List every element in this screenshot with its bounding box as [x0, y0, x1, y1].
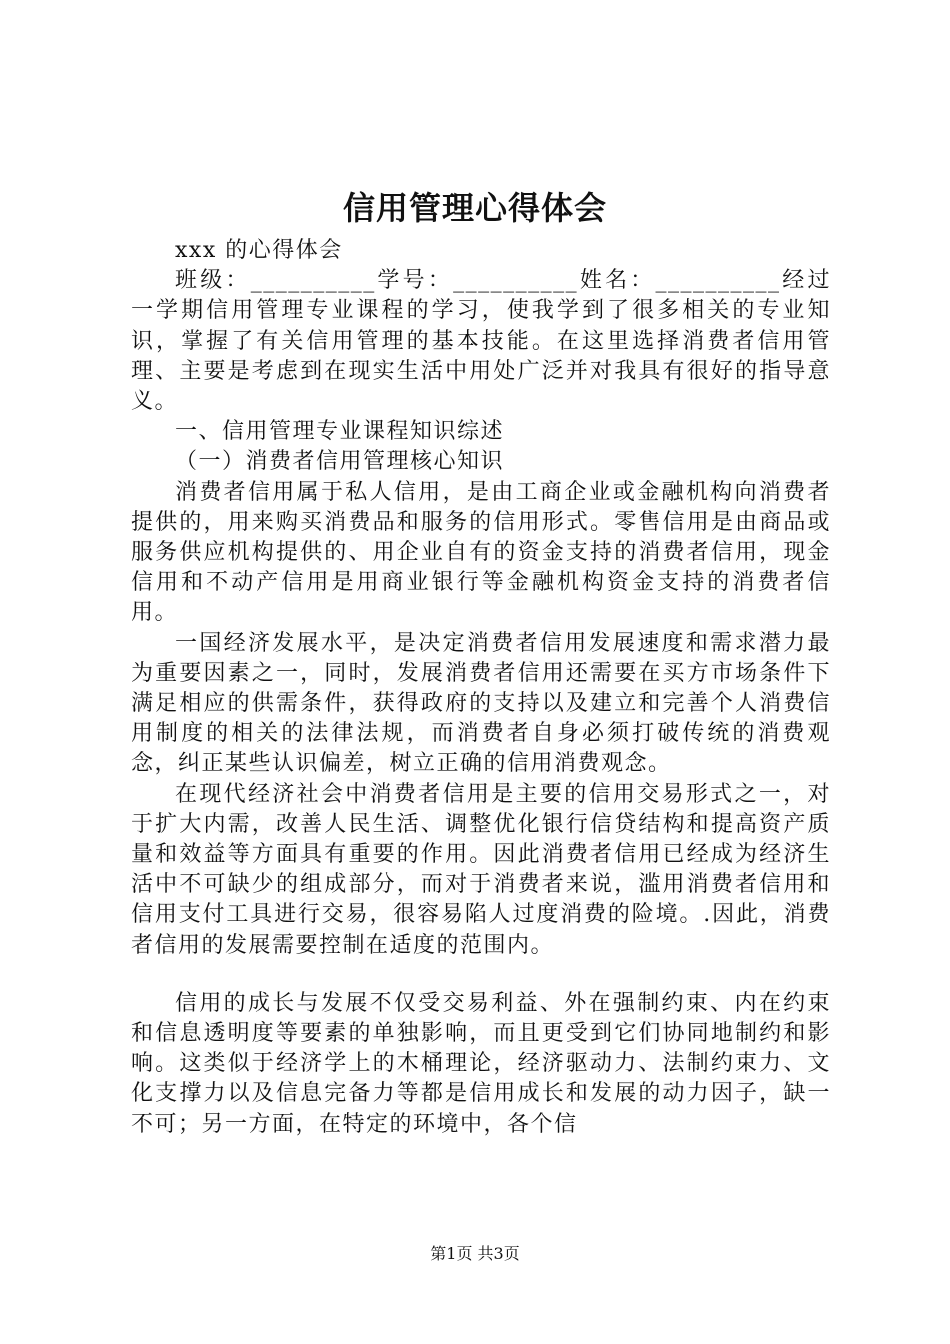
page-footer: 第1页 共3页 — [430, 1244, 520, 1263]
paragraph-modern-economy: 在现代经济社会中消费者信用是主要的信用交易形式之一，对于扩大内需，改善人民生活、调整优化银行信贷结构和提高资产质量和效益等方面具有重要的作用。因此消费者信用已经成为经济生活中不可缺少的组成部分，而对于消费者来说，滥用消费者信用和信用支付工具进行交易，很容易陷人过度消费的险境。.因此，消费者信用的发展需要控制在适度的范围内。 — [131, 781, 831, 958]
document-title: 信用管理心得体会 — [342, 189, 607, 227]
subsection-heading: （一）消费者信用管理核心知识 — [175, 449, 505, 475]
paragraph-intro: 班级：__________学号：__________姓名：__________经过一学期信用管理专业课程的学习，使我学到了很多相关的专业知识，掌握了有关信用管理的基本技能。在这里选择消费者信用管理、主要是考虑到在现实生活中用处广泛并对我具有很好的指导意义。 — [131, 268, 831, 415]
document-body — [131, 236, 831, 1140]
section-heading: 一、信用管理专业课程知识综述 — [175, 419, 505, 445]
paragraph-credit-growth: 信用的成长与发展不仅受交易利益、外在强制约束、内在约束和信息透明度等要素的单独影响，而且更受到它们协同地制约和影响。这类似于经济学上的木桶理论，经济驱动力、法制约束力、文化支撑力以及信息完备力等都是信用成长和发展的动力因子，缺一不可；另一方面，在特定的环境中，各个信 — [131, 990, 831, 1137]
paragraph-consumer-credit: 消费者信用属于私人信用，是由工商企业或金融机构向消费者提供的，用来购买消费品和服务的信用形式。零售信用是由商品或服务供应机构提供的、用企业自有的资金支持的消费者信用，现金信用和不动产信用是用商业银行等金融机构资金支持的消费者信用。 — [131, 479, 831, 626]
paragraph-subtitle: xxx 的心得体会 — [175, 238, 343, 263]
paragraph-economic-level: 一国经济发展水平，是决定消费者信用发展速度和需求潜力最为重要因素之一，同时，发展消费者信用还需要在买方市场条件下满足相应的供需条件，获得政府的支持以及建立和完善个人消费信用制度的相关的法律法规，而消费者自身必须打破传统的消费观念，纠正某些认识偏差，树立正确的信用消费观念。 — [131, 630, 831, 777]
